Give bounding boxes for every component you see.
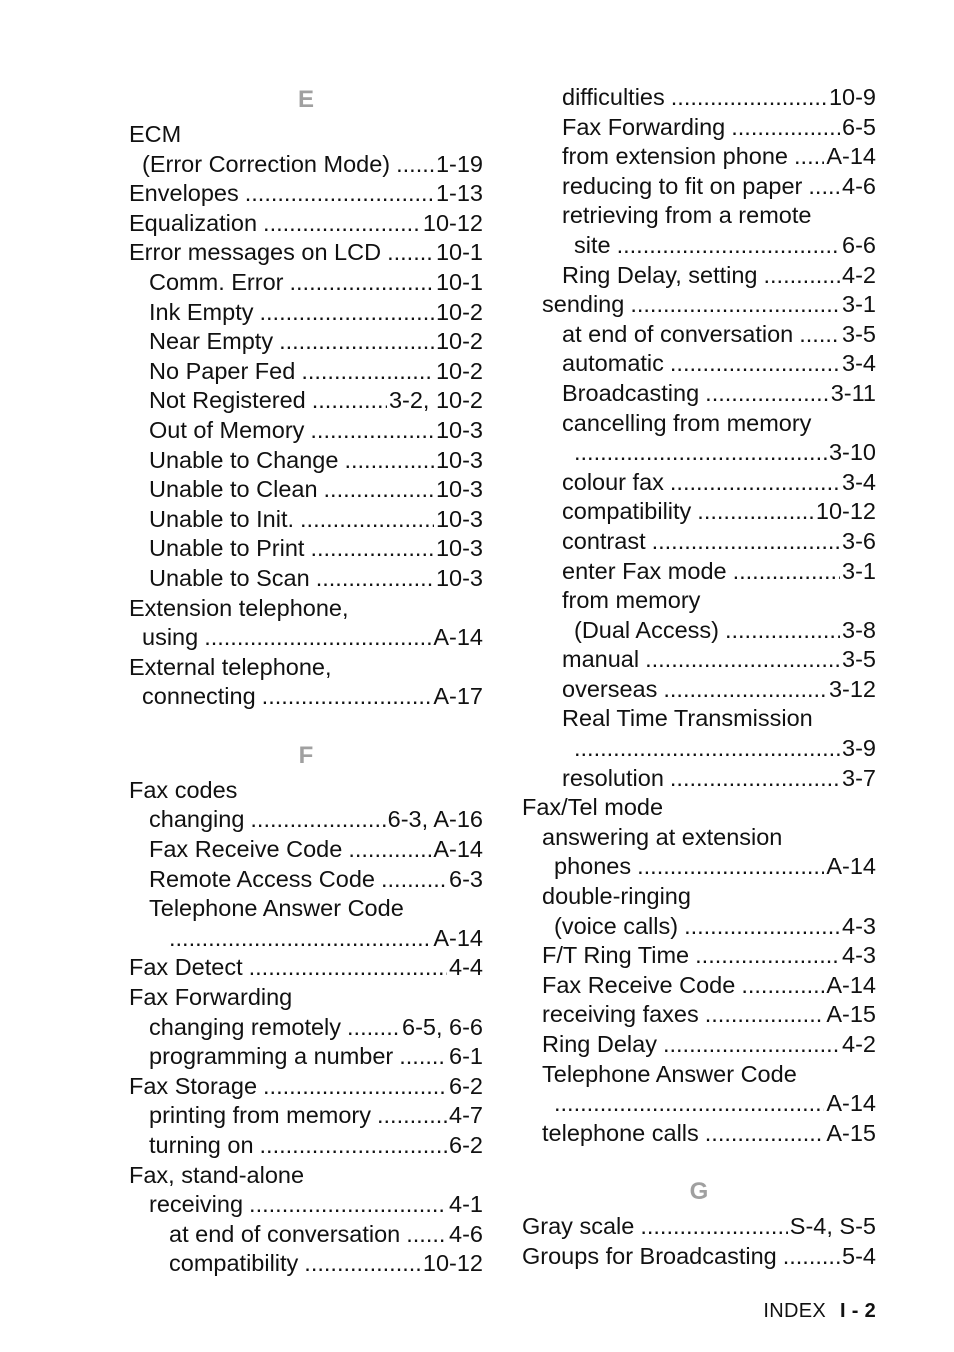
- index-entry: [129, 682, 483, 712]
- entry-term: compatibility: [562, 498, 692, 525]
- index-entry: [522, 1000, 876, 1030]
- index-entry: [522, 882, 876, 912]
- dot-leader: [645, 645, 840, 675]
- entry-term: Telephone Answer Code: [542, 1060, 797, 1087]
- dot-leader: [794, 142, 824, 172]
- index-entry: [129, 805, 483, 835]
- entry-term: Real Time Transmission: [562, 705, 813, 732]
- entry-term: Not Registered: [149, 387, 306, 414]
- dot-leader: [670, 349, 840, 379]
- index-entry: [129, 209, 483, 239]
- index-entry: [522, 971, 876, 1001]
- index-entry: [129, 983, 483, 1013]
- dot-leader: [381, 865, 447, 895]
- entry-term: using: [142, 624, 199, 651]
- entry-term: Unable to Change: [149, 446, 339, 473]
- entry-term: at end of conversation: [562, 320, 794, 347]
- dot-leader: [671, 83, 827, 113]
- index-list-e: [129, 120, 483, 712]
- entry-page-ref: 10-12: [815, 498, 876, 525]
- index-entry: [522, 379, 876, 409]
- entry-page-ref: 6-1: [449, 1043, 483, 1070]
- entry-term: Fax, stand-alone: [129, 1161, 305, 1188]
- entry-term: Ink Empty: [149, 298, 254, 325]
- index-entry: [522, 586, 876, 616]
- entry-term: enter Fax mode: [562, 557, 727, 584]
- dot-leader: [670, 468, 840, 498]
- dot-leader: [670, 764, 840, 794]
- section-letter-g: G: [689, 1178, 709, 1206]
- dot-leader: [705, 1119, 825, 1149]
- dot-leader: [574, 438, 827, 468]
- entry-term: Out of Memory: [149, 416, 305, 443]
- dot-leader: [301, 357, 434, 387]
- entry-term: No Paper Fed: [149, 357, 296, 384]
- index-entry: [129, 1072, 483, 1102]
- index-entry: [129, 564, 483, 594]
- index-entry: [129, 386, 483, 416]
- index-entry: [522, 172, 876, 202]
- entry-term: site: [574, 231, 611, 258]
- entry-term: Fax Storage: [129, 1072, 258, 1099]
- entry-term: Error messages on LCD: [129, 239, 382, 266]
- entry-term: Gray scale: [522, 1213, 635, 1240]
- page-footer: [763, 1300, 876, 1323]
- entry-term: (Dual Access): [574, 616, 719, 643]
- entry-term: Fax Receive Code: [542, 971, 736, 998]
- entry-page-ref: 10-1: [435, 239, 483, 266]
- entry-page-ref: 3-4: [842, 350, 876, 377]
- entry-term: phones: [554, 853, 632, 880]
- entry-term: Telephone Answer Code: [149, 895, 404, 922]
- entry-page-ref: 4-2: [842, 1031, 876, 1057]
- entry-term: reducing to fit on paper: [562, 172, 803, 199]
- index-entry: [129, 1013, 483, 1043]
- index-entry: [522, 1030, 876, 1060]
- index-entry: [522, 409, 876, 439]
- index-entry: [522, 261, 876, 291]
- dot-leader: [697, 497, 814, 527]
- dot-leader: [574, 734, 840, 764]
- entry-page-ref: 3-1: [842, 291, 876, 318]
- entry-page-ref: 3-4: [842, 468, 876, 495]
- index-entry: [129, 835, 483, 865]
- entry-term: External telephone,: [129, 653, 332, 680]
- index-entry: [129, 653, 483, 683]
- entry-page-ref: 4-1: [449, 1191, 483, 1218]
- dot-leader: [741, 971, 824, 1001]
- entry-page-ref: A-14: [826, 143, 876, 170]
- index-entry: [129, 298, 483, 328]
- dot-leader: [640, 1212, 787, 1242]
- index-entry: [129, 1161, 483, 1191]
- entry-term: Fax/Tel mode: [522, 794, 664, 821]
- index-entry: [129, 120, 483, 150]
- index-entry: [129, 150, 483, 180]
- entry-term: colour fax: [562, 468, 664, 495]
- entry-page-ref: 1-13: [435, 180, 483, 207]
- index-entry: [522, 290, 876, 320]
- entry-page-ref: 10-3: [435, 535, 483, 562]
- entry-page-ref: 10-2: [435, 357, 483, 384]
- entry-term: printing from memory: [149, 1102, 371, 1129]
- dot-leader: [259, 298, 433, 328]
- dot-leader: [783, 1242, 840, 1272]
- dot-leader: [249, 1190, 447, 1220]
- index-entry: [522, 675, 876, 705]
- index-entry: [522, 349, 876, 379]
- entry-term: cancelling from memory: [562, 409, 812, 436]
- entry-page-ref: 6-2: [449, 1072, 483, 1099]
- entry-page-ref: A-17: [433, 683, 483, 710]
- index-entry: [522, 113, 876, 143]
- index-entry: [129, 776, 483, 806]
- index-entry: [522, 1242, 876, 1272]
- index-entry: [129, 623, 483, 653]
- page-number: I - 2: [840, 1300, 876, 1322]
- dot-leader: [324, 475, 434, 505]
- index-entry: [522, 468, 876, 498]
- index-entry: [129, 1101, 483, 1131]
- entry-term: Ring Delay, setting: [562, 261, 758, 288]
- dot-leader: [260, 1131, 448, 1161]
- dot-leader: [652, 527, 840, 557]
- index-entry: [129, 924, 483, 954]
- entry-term: Comm. Error: [149, 268, 284, 295]
- entry-term: ECM: [129, 121, 182, 147]
- entry-term: Equalization: [129, 209, 258, 236]
- index-entry: [129, 238, 483, 268]
- index-entry: [129, 475, 483, 505]
- index-entry: [129, 446, 483, 476]
- entry-page-ref: 4-2: [842, 261, 876, 288]
- entry-page-ref: 10-3: [435, 446, 483, 473]
- dot-leader: [245, 179, 434, 209]
- entry-term: sending: [542, 291, 625, 318]
- entry-page-ref: 10-9: [828, 84, 876, 110]
- index-entry: [522, 438, 876, 468]
- dot-leader: [733, 557, 840, 587]
- entry-page-ref: 10-3: [435, 476, 483, 503]
- right-column: [522, 80, 876, 1272]
- dot-leader: [347, 1013, 400, 1043]
- dot-leader: [705, 379, 829, 409]
- entry-term: receiving: [149, 1191, 244, 1218]
- entry-term: Groups for Broadcasting: [522, 1242, 777, 1269]
- dot-leader: [377, 1101, 447, 1131]
- index-entry: [522, 1060, 876, 1090]
- index-entry: [129, 1131, 483, 1161]
- entry-term: Unable to Print: [149, 535, 305, 562]
- index-entry: [129, 1220, 483, 1250]
- entry-term: Unable to Clean: [149, 476, 318, 503]
- index-entry: [522, 527, 876, 557]
- dot-leader: [262, 682, 432, 712]
- dot-leader: [312, 386, 387, 416]
- entry-term: Fax Detect: [129, 954, 243, 981]
- entry-page-ref: A-14: [433, 624, 483, 651]
- entry-page-ref: 3-5: [842, 646, 876, 673]
- entry-page-ref: A-15: [826, 1119, 876, 1146]
- entry-page-ref: S-4, S-5: [789, 1213, 876, 1240]
- entry-page-ref: 4-3: [842, 942, 876, 969]
- entry-term: programming a number: [149, 1043, 394, 1070]
- dot-leader: [348, 835, 431, 865]
- index-entry: [129, 1190, 483, 1220]
- dot-leader: [310, 416, 434, 446]
- index-entry: [129, 865, 483, 895]
- entry-term: manual: [562, 646, 640, 673]
- dot-leader: [684, 912, 840, 942]
- entry-term: double-ringing: [542, 883, 691, 910]
- entry-page-ref: 1-19: [435, 150, 483, 177]
- dot-leader: [764, 261, 841, 291]
- entry-term: compatibility: [169, 1250, 299, 1277]
- entry-page-ref: A-14: [826, 853, 876, 880]
- index-entry: [129, 416, 483, 446]
- dot-leader: [169, 924, 431, 954]
- entry-page-ref: A-14: [826, 1090, 876, 1117]
- entry-page-ref: 10-12: [422, 209, 483, 236]
- entry-page-ref: 3-2, 10-2: [388, 387, 483, 414]
- dot-leader: [249, 953, 447, 983]
- entry-page-ref: 6-5, 6-6: [402, 1013, 483, 1040]
- index-entry: [129, 327, 483, 357]
- dot-leader: [316, 564, 434, 594]
- entry-term: changing remotely: [149, 1013, 342, 1040]
- entry-term: changing: [149, 806, 245, 833]
- dot-leader: [304, 1249, 421, 1279]
- index-entry: [522, 557, 876, 587]
- index-entry: [522, 1089, 876, 1119]
- section-gap: [129, 712, 483, 736]
- index-entry: [522, 497, 876, 527]
- entry-term: at end of conversation: [169, 1220, 401, 1247]
- section-letter-f: F: [298, 741, 314, 769]
- dot-leader: [310, 534, 434, 564]
- entry-term: Fax Forwarding: [129, 984, 293, 1011]
- dot-leader: [695, 941, 840, 971]
- index-entry: [129, 1249, 483, 1279]
- entry-term: overseas: [562, 675, 658, 702]
- index-entry: [129, 953, 483, 983]
- dot-leader: [204, 623, 431, 653]
- dot-leader: [663, 1030, 840, 1060]
- index-entry: [522, 1119, 876, 1149]
- entry-page-ref: 10-2: [435, 328, 483, 355]
- dot-leader: [289, 268, 433, 298]
- dot-leader: [250, 805, 385, 835]
- index-entry: [129, 179, 483, 209]
- left-column: [129, 80, 483, 1279]
- dot-leader: [630, 290, 840, 320]
- dot-leader: [617, 231, 840, 261]
- entry-page-ref: A-14: [433, 836, 483, 863]
- entry-term: (voice calls): [554, 912, 679, 939]
- index-entry: [522, 823, 876, 853]
- entry-term: Near Empty: [149, 328, 274, 355]
- entry-page-ref: 10-12: [422, 1250, 483, 1277]
- entry-page-ref: 4-6: [449, 1220, 483, 1247]
- index-entry: [129, 594, 483, 624]
- entry-page-ref: 10-1: [435, 268, 483, 295]
- dot-leader: [799, 320, 840, 350]
- entry-term: connecting: [142, 683, 256, 710]
- dot-leader: [263, 1072, 447, 1102]
- index-list-g: [522, 1212, 876, 1271]
- entry-term: receiving faxes: [542, 1001, 699, 1028]
- dot-leader: [554, 1089, 824, 1119]
- dot-leader: [731, 113, 840, 143]
- entry-term: Unable to Scan: [149, 564, 310, 591]
- entry-term: difficulties: [562, 84, 665, 110]
- entry-page-ref: A-14: [433, 924, 483, 951]
- index-entry: [129, 534, 483, 564]
- entry-page-ref: 5-4: [842, 1242, 876, 1269]
- entry-term: Unable to Init.: [149, 505, 295, 532]
- entry-term: Envelopes: [129, 180, 239, 207]
- index-entry: [522, 616, 876, 646]
- entry-term: Extension telephone,: [129, 594, 349, 621]
- index-entry: [522, 941, 876, 971]
- dot-leader: [279, 327, 434, 357]
- index-entry: [522, 1212, 876, 1242]
- index-entry: [522, 793, 876, 823]
- entry-page-ref: 3-12: [828, 675, 876, 702]
- entry-page-ref: 3-6: [842, 527, 876, 554]
- index-entry: [522, 704, 876, 734]
- entry-term: Fax Forwarding: [562, 113, 726, 140]
- entry-page-ref: 10-3: [435, 564, 483, 591]
- index-entry: [522, 142, 876, 172]
- entry-term: from extension phone: [562, 143, 789, 170]
- dot-leader: [637, 852, 824, 882]
- index-list-f: [129, 776, 483, 1279]
- entry-page-ref: 3-8: [842, 616, 876, 643]
- dot-leader: [808, 172, 840, 202]
- dot-leader: [344, 446, 434, 476]
- dot-leader: [663, 675, 827, 705]
- entry-term: Remote Access Code: [149, 865, 375, 892]
- entry-page-ref: 6-3, A-16: [387, 806, 483, 833]
- index-entry: [522, 764, 876, 794]
- entry-term: automatic: [562, 350, 664, 377]
- entry-term: Fax codes: [129, 776, 238, 803]
- index-entry: [129, 894, 483, 924]
- entry-term: contrast: [562, 527, 646, 554]
- entry-page-ref: 3-7: [842, 764, 876, 791]
- dot-leader: [705, 1000, 825, 1030]
- footer-label: INDEX: [763, 1300, 827, 1322]
- entry-term: F/T Ring Time: [542, 942, 690, 969]
- entry-page-ref: 4-4: [449, 954, 483, 981]
- index-entry: [522, 734, 876, 764]
- dot-leader: [725, 616, 840, 646]
- entry-page-ref: 10-2: [435, 298, 483, 325]
- index-entry: [522, 201, 876, 231]
- entry-term: (Error Correction Mode): [142, 150, 391, 177]
- entry-term: from memory: [562, 587, 701, 614]
- section-letter-e: E: [297, 86, 314, 113]
- entry-page-ref: 4-6: [842, 172, 876, 199]
- entry-page-ref: 3-10: [828, 439, 876, 466]
- entry-page-ref: 3-9: [842, 735, 876, 762]
- entry-page-ref: 10-3: [435, 416, 483, 443]
- index-entry: [129, 268, 483, 298]
- entry-term: telephone calls: [542, 1119, 699, 1146]
- index-entry: [129, 505, 483, 535]
- entry-page-ref: 6-2: [449, 1132, 483, 1158]
- index-entry: [522, 912, 876, 942]
- entry-page-ref: 6-5: [842, 113, 876, 140]
- entry-term: Broadcasting: [562, 379, 700, 406]
- entry-term: Fax Receive Code: [149, 836, 343, 863]
- entry-page-ref: 6-6: [842, 231, 876, 258]
- entry-page-ref: 4-7: [449, 1102, 483, 1129]
- dot-leader: [406, 1220, 447, 1250]
- index-list-fax-continued: [522, 83, 876, 1148]
- entry-page-ref: 4-3: [842, 912, 876, 939]
- entry-page-ref: 10-3: [435, 505, 483, 532]
- dot-leader: [300, 505, 434, 535]
- entry-page-ref: A-15: [826, 1001, 876, 1028]
- entry-term: resolution: [562, 764, 664, 791]
- entry-term: turning on: [149, 1132, 254, 1158]
- dot-leader: [387, 238, 434, 268]
- entry-page-ref: 3-11: [830, 379, 876, 406]
- index-entry: [522, 852, 876, 882]
- index-entry: [522, 645, 876, 675]
- dot-leader: [399, 1042, 447, 1072]
- index-entry: [522, 83, 876, 113]
- dot-leader: [263, 209, 421, 239]
- index-entry: [522, 231, 876, 261]
- entry-page-ref: 3-1: [842, 557, 876, 584]
- entry-term: Ring Delay: [542, 1031, 657, 1057]
- index-entry: [129, 357, 483, 387]
- index-entry: [522, 320, 876, 350]
- entry-page-ref: 6-3: [449, 865, 483, 892]
- entry-page-ref: A-14: [826, 971, 876, 998]
- dot-leader: [396, 150, 434, 180]
- entry-page-ref: 3-5: [842, 320, 876, 347]
- entry-term: answering at extension: [542, 823, 783, 850]
- index-entry: [129, 1042, 483, 1072]
- section-gap: [522, 1148, 876, 1172]
- entry-term: retrieving from a remote: [562, 202, 812, 229]
